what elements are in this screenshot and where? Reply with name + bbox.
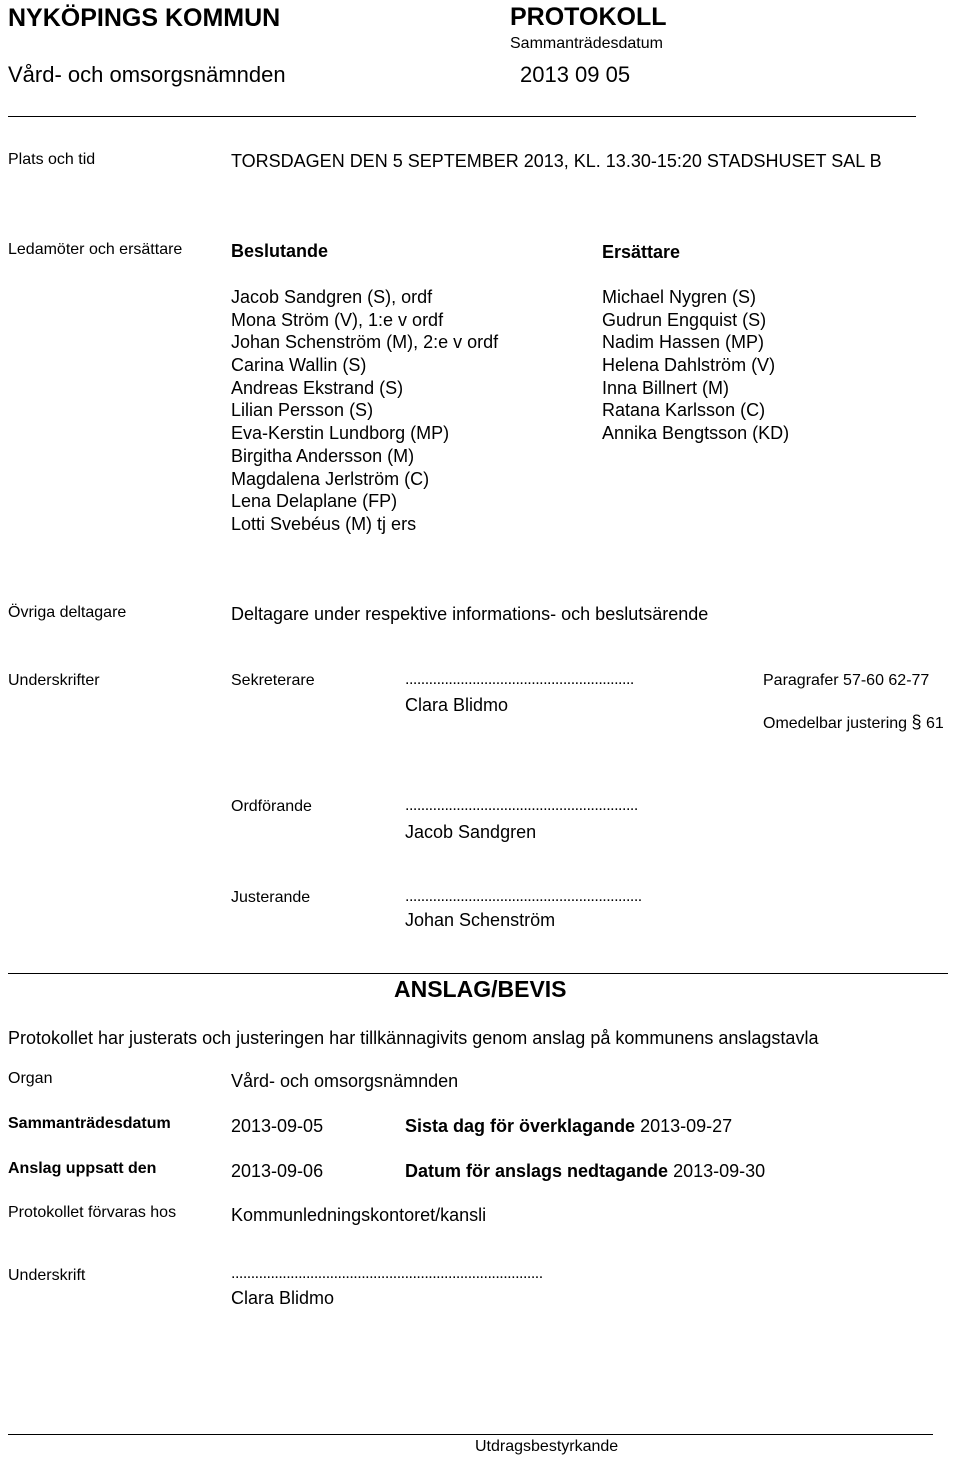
secretary-name: Clara Blidmo (405, 695, 509, 715)
signatures-label: Underskrifter (8, 672, 100, 689)
footer-rule (8, 1434, 933, 1435)
immediate-adjustment-label: Omedelbar justering (763, 715, 908, 732)
section-sign: § (911, 712, 922, 732)
removal-label: Datum för anslags nedtagande (405, 1161, 669, 1181)
signature-label: Underskrift (8, 1267, 86, 1284)
members-label: Ledamöter och ersättare (8, 241, 183, 258)
posted-date: 2013-09-06 (231, 1161, 324, 1181)
paragraphs: Paragrafer 57-60 62-77 (763, 672, 930, 689)
substitute-member: Helena Dahlström (V) (602, 355, 776, 376)
deciding-heading: Beslutande (231, 241, 329, 261)
deciding-member: Lilian Persson (S) (231, 400, 374, 421)
place-time-value: TORSDAGEN DEN 5 SEPTEMBER 2013, KL. 13.30-15:20 STADSHUSET SAL B (231, 151, 882, 171)
appeal-deadline (405, 1117, 732, 1135)
meeting-date-label-notice: Sammanträdesdatum (8, 1115, 171, 1132)
header-rule (8, 116, 916, 117)
removal-date (405, 1162, 765, 1180)
deciding-member: Eva-Kerstin Lundborg (MP) (231, 423, 450, 444)
notice-heading: ANSLAG/BEVIS (394, 976, 567, 1002)
place-time-label: Plats och tid (8, 151, 96, 168)
secretary-signature-line: .......................................................... (405, 671, 634, 688)
signature-line: ............................................................................... (231, 1265, 543, 1282)
adjuster-name: Johan Schenström (405, 910, 556, 930)
immediate-adjustment-number: 61 (926, 715, 944, 732)
notice-rule (8, 973, 948, 974)
footer-label: Utdragsbestyrkande (475, 1438, 619, 1455)
substitutes-heading: Ersättare (602, 242, 681, 262)
meeting-date: 2013 09 05 (520, 62, 631, 87)
organization-name: NYKÖPINGS KOMMUN (8, 4, 281, 32)
secretary-label: Sekreterare (231, 672, 315, 689)
deciding-member: Johan Schenström (M), 2:e v ordf (231, 332, 499, 353)
deciding-member: Carina Wallin (S) (231, 355, 367, 376)
deciding-member: Mona Ström (V), 1:e v ordf (231, 309, 444, 330)
adjuster-signature-line: ............................................................ (405, 888, 642, 905)
substitutes-list (602, 286, 789, 445)
committee-name: Vård- och omsorgsnämnden (8, 62, 286, 87)
meeting-date-value: 2013-09-05 (231, 1116, 324, 1136)
immediate-adjustment (763, 713, 944, 732)
appeal-date: 2013-09-27 (640, 1116, 733, 1136)
substitute-member: Inna Billnert (M) (602, 377, 730, 398)
meeting-date-label: Sammanträdesdatum (510, 35, 663, 52)
removal-date-value: 2013-09-30 (673, 1161, 766, 1181)
deciding-member: Jacob Sandgren (S), ordf (231, 287, 433, 307)
document-type: PROTOKOLL (510, 3, 667, 31)
appeal-label: Sista dag för överklagande (405, 1116, 636, 1136)
posted-label: Anslag uppsatt den (8, 1160, 157, 1177)
substitute-member: Gudrun Engquist (S) (602, 309, 767, 330)
others-value: Deltagare under respektive informations- och beslutsärende (231, 604, 709, 624)
kept-value: Kommunledningskontoret/kansli (231, 1205, 487, 1225)
notice-intro: Protokollet har justerats och justeringen har tillkännagivits genom anslag på kommunens anslagstavla (8, 1028, 819, 1048)
substitute-member: Ratana Karlsson (C) (602, 400, 766, 421)
deciding-member: Birgitha Andersson (M) (231, 445, 415, 466)
chair-label: Ordförande (231, 798, 312, 815)
substitute-member: Nadim Hassen (MP) (602, 332, 765, 353)
others-label: Övriga deltagare (8, 604, 127, 621)
organ-value: Vård- och omsorgsnämnden (231, 1071, 459, 1091)
chair-signature-line: ........................................................... (405, 797, 638, 814)
substitute-member: Annika Bengtsson (KD) (602, 423, 790, 444)
deciding-member: Lena Delaplane (FP) (231, 491, 398, 512)
adjuster-label: Justerande (231, 889, 311, 906)
signature-name: Clara Blidmo (231, 1288, 335, 1308)
deciding-member: Lotti Svebéus (M) tj ers (231, 513, 417, 534)
substitute-member: Michael Nygren (S) (602, 287, 757, 307)
organ-label: Organ (8, 1070, 53, 1087)
kept-label: Protokollet förvaras hos (8, 1204, 177, 1221)
deciding-member: Magdalena Jerlström (C) (231, 468, 430, 489)
chair-name: Jacob Sandgren (405, 822, 537, 842)
deciding-member: Andreas Ekstrand (S) (231, 377, 404, 398)
deciding-list (231, 286, 498, 536)
